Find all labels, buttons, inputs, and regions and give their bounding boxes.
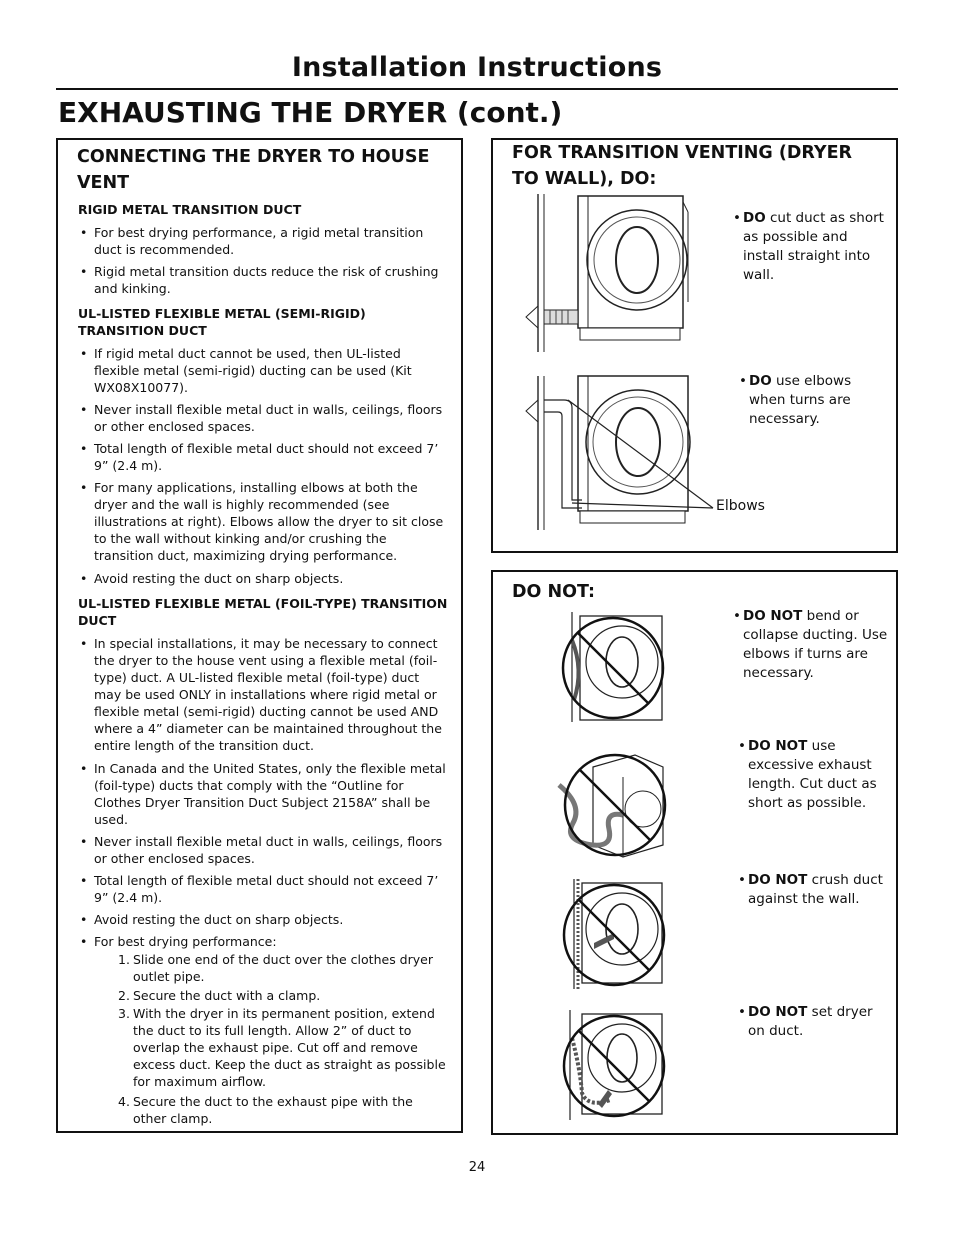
foil-duct-heading: UL-LISTED FLEXIBLE METAL (FOIL-TYPE) TRANSITION DUCT [78, 596, 448, 628]
rigid-duct-heading: RIGID METAL TRANSITION DUCT [78, 202, 302, 217]
house-vent-panel [56, 138, 463, 1133]
semi-rigid-bullet: • If rigid metal duct cannot be used, then UL-listed flexible metal (semi-rigid) ducting can be used (Kit WX08X10077). [78, 345, 448, 396]
transition-heading: FOR TRANSITION VENTING (DRYER TO WALL), DO: [512, 143, 853, 189]
do-use-elbows-text: • DO use elbows when turns are necessary. [739, 372, 889, 429]
rigid-bullet: • Rigid metal transition ducts reduce the risk of crushing and kinking. [78, 263, 448, 297]
semi-rigid-bullet: • Total length of flexible metal duct should not exceed 7’ 9” (2.4 m). [78, 440, 448, 474]
rigid-bullet: • For best drying performance, a rigid metal transition duct is recommended. [78, 224, 448, 258]
foil-bullet: • For best drying performance: [78, 933, 448, 950]
foil-bullet: • In special installations, it may be necessary to connect the dryer to the house vent using a flexible metal (foil-type) duct. A UL-listed flexible metal (foil-type) duct may be used ONLY in installations where rigid metal or flexible metal (semi-rigid) ducting cannot be used AND where a 4” diameter can be maintained throughout the entire length of the transition duct. [78, 635, 448, 754]
semi-rigid-bullet: • Never install flexible metal duct in walls, ceilings, floors or other enclosed spaces. [78, 401, 448, 435]
do-cut-short-text: • DO cut duct as short as possible and install straight into wall. [733, 209, 888, 285]
house-vent-heading: CONNECTING THE DRYER TO HOUSE VENT [77, 147, 430, 193]
do-not-bend-text: • DO NOT bend or collapse ducting. Use elbows if turns are necessary. [733, 607, 888, 683]
page-main-title: Installation Instructions [291, 52, 663, 83]
do-not-set-on-duct-text: • DO NOT set dryer on duct. [738, 1003, 888, 1041]
do-not-crush-text: • DO NOT crush duct against the wall. [738, 871, 888, 909]
bent-duct-prohibited-illustration [558, 610, 668, 725]
dryer-elbows-illustration [520, 370, 720, 535]
step-item: 1. Slide one end of the duct over the clothes dryer outlet pipe. [118, 952, 433, 984]
page-number: 24 [468, 1160, 486, 1175]
step-item: 4. Secure the duct to the exhaust pipe with the other clamp. [118, 1094, 413, 1126]
section-title: EXHAUSTING THE DRYER (cont.) [58, 96, 563, 129]
foil-bullet: • Avoid resting the duct on sharp objects. [78, 911, 448, 928]
foil-bullet: • Total length of flexible metal duct should not exceed 7’ 9” (2.4 m). [78, 872, 448, 906]
semi-rigid-heading: UL-LISTED FLEXIBLE METAL (SEMI-RIGID) TRANSITION DUCT [78, 306, 366, 338]
step-item: 2. Secure the duct with a clamp. [118, 988, 321, 1003]
excessive-duct-prohibited-illustration [553, 745, 668, 860]
step-item: 3. With the dryer in its permanent position, extend the duct to its full length. Allow 2” of duct to overlap the exhaust pipe. Cut off and remove excess duct. Keep the duct as straight as possible for maximum airflow. [118, 1006, 446, 1089]
semi-rigid-bullet: • For many applications, installing elbows at both the dryer and the wall is highly recommended (see illustrations at right). Elbows allow the dryer to sit close to the wall without kinking and/or crushing the transition duct, maximizing drying performance. [78, 479, 448, 564]
elbows-label: Elbows [716, 498, 765, 514]
dryer-straight-duct-illustration [520, 192, 720, 357]
title-divider [56, 88, 898, 90]
do-not-heading: DO NOT: [512, 582, 595, 602]
foil-bullet: • Never install flexible metal duct in walls, ceilings, floors or other enclosed spaces. [78, 833, 448, 867]
semi-rigid-bullet: • Avoid resting the duct on sharp objects. [78, 570, 448, 587]
crushed-duct-prohibited-illustration [558, 877, 668, 992]
dryer-on-duct-prohibited-illustration [558, 1008, 668, 1123]
foil-bullet: • In Canada and the United States, only the flexible metal (foil-type) ducts that comply with the “Outline for Clothes Dryer Transition Duct Subject 2158A” shall be used. [78, 760, 448, 828]
do-not-excess-length-text: • DO NOT use excessive exhaust length. Cut duct as short as possible. [738, 737, 893, 813]
